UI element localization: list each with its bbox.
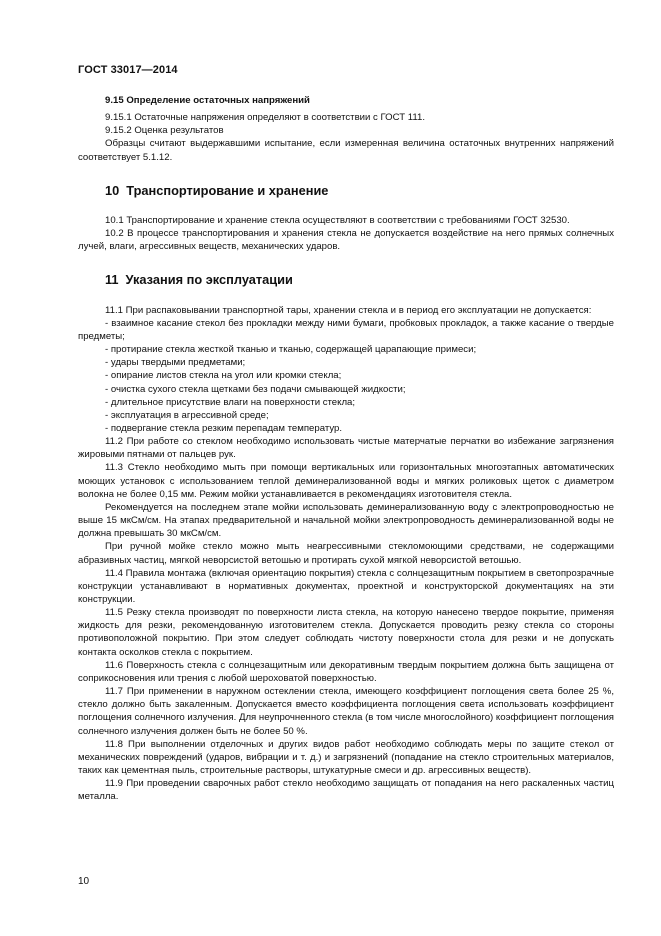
page-number: 10 [78, 876, 90, 887]
paragraph-11-9: 11.9 При проведении сварочных работ стекло необходимо защищать от попадания на него раскаленных частиц металла. [78, 778, 614, 803]
paragraph-11-3-manual-wash: При ручной мойке стекло можно мыть неагрессивными стекломоющими средствами, не содержащими абразивных частиц, мягкой неворсистой ветошью и протирать сухой мягкой неворсистой ветошью. [78, 541, 614, 566]
section-number-11: 11 [105, 272, 119, 288]
page-content [78, 94, 614, 804]
paragraph-11-7: 11.7 При применении в наружном остеклении стекла, имеющего коэффициент поглощения света более 25 %, стекло должно быть закаленным. Допускается вместо коэффициента поглощения света использовать коэффициент поглощения солнечного излучения. Для неупрочненного стекла (в том числе многослойного) коэффициент поглощения солнечного излучения должен быть не более 50 %. [78, 686, 614, 737]
list-item: - подвергание стекла резким перепадам температур. [105, 422, 343, 434]
list-item: - взаимное касание стекол без прокладки между ними бумаги, пробковых прокладок, а также касание о твердые предметы; [78, 317, 614, 342]
list-item: - длительное присутствие влаги на поверхности стекла; [105, 396, 356, 408]
list-item: - протирание стекла жесткой тканью и тканью, содержащей царапающие примеси; [105, 344, 477, 356]
list-item: - эксплуатация в агрессивной среде; [105, 409, 269, 421]
section-heading-10 [78, 184, 614, 197]
paragraph-11-3-recommendation: Рекомендуется на последнем этапе мойки использовать деминерализованную воду с электропроводностью не выше 15 мкСм/см. На этапах предварительной и начальной мойки электропроводность деминерализованной воды не должна превышать 30 мкСм/см. [78, 501, 614, 540]
paragraph-11-1: 11.1 При распаковывании транспортной тары, хранении стекла и в период его эксплуатации не допускается: [105, 304, 592, 316]
subsection-heading-9-15: 9.15 Определение остаточных напряжений [105, 95, 310, 106]
section-title-10: Транспортирование и хранение [126, 182, 329, 198]
document-code-header: ГОСТ 33017—2014 [78, 64, 178, 76]
section-number-10: 10 [105, 182, 120, 198]
list-item: - очистка сухого стекла щетками без подачи смывающей жидкости; [105, 383, 406, 395]
list-item: - опирание листов стекла на угол или кромки стекла; [105, 370, 342, 382]
paragraph-11-3: 11.3 Стекло необходимо мыть при помощи вертикальных или горизонтальных многоэтапных автоматических моющих установок с использованием теплой деминерализованной воды и мягких роликовых щеток с диаметром волокна не более 0,15 мм. Режим мойки устанавливается в рекомендациях изготовителя стекла. [78, 462, 614, 500]
paragraph-9-15-1: 9.15.1 Остаточные напряжения определяют в соответствии с ГОСТ 111. [105, 112, 426, 124]
paragraph-11-2: 11.2 При работе со стеклом необходимо использовать чистые матерчатые перчатки во избежание загрязнения жировыми пятнами от пальцев рук. [78, 436, 614, 461]
paragraph-11-4: 11.4 Правила монтажа (включая ориентацию покрытия) стекла с солнцезащитным покрытием в светопрозрачные конструкции устанавливают в нормативных документах, проектной и конструкторской документациях на эти конструкции. [78, 567, 614, 605]
section-title-11: Указания по эксплуатации [125, 272, 293, 288]
paragraph-11-8: 11.8 При выполнении отделочных и других видов работ необходимо соблюдать меры по защите стекол от механических повреждений (ударов, вибрации и т. д.) и загрязнений (попадание на стекло строительных материалов, таких как цементная пыль, строительные растворы, штукатурные смеси и др. агрессивных веществ). [78, 738, 614, 777]
paragraph-11-5: 11.5 Резку стекла производят по поверхности листа стекла, на которую нанесено твердое покрытие, применяя жидкость для резки, рекомендованную изготовителем стекла. Допускается проводить резку стекла со стороны противоположной покрытию. При этом следует соблюдать чистоту поверхности стола для резки и не допускать контакта осколков стекла с покрытием. [78, 607, 614, 658]
paragraph-10-2: 10.2 В процессе транспортирования и хранения стекла не допускается воздействие на него прямых солнечных лучей, влаги, агрессивных веществ, механических ударов. [78, 228, 614, 253]
paragraph-10-1: 10.1 Транспортирование и хранение стекла осуществляют в соответствии с требованиями ГОСТ 32530. [105, 214, 570, 226]
list-item: - удары твердыми предметами; [105, 357, 246, 369]
paragraph-9-15-2-text: Образцы считают выдержавшими испытание, если измеренная величина остаточных внутренних напряжений соответствует 5.1.12. [78, 138, 614, 163]
section-heading-11 [78, 273, 614, 286]
paragraph-9-15-2: 9.15.2 Оценка результатов [105, 125, 224, 137]
paragraph-11-6: 11.6 Поверхность стекла с солнцезащитным или декоративным твердым покрытием должна быть защищена от соприкосновения или трения с любой шероховатой поверхностью. [78, 659, 614, 684]
